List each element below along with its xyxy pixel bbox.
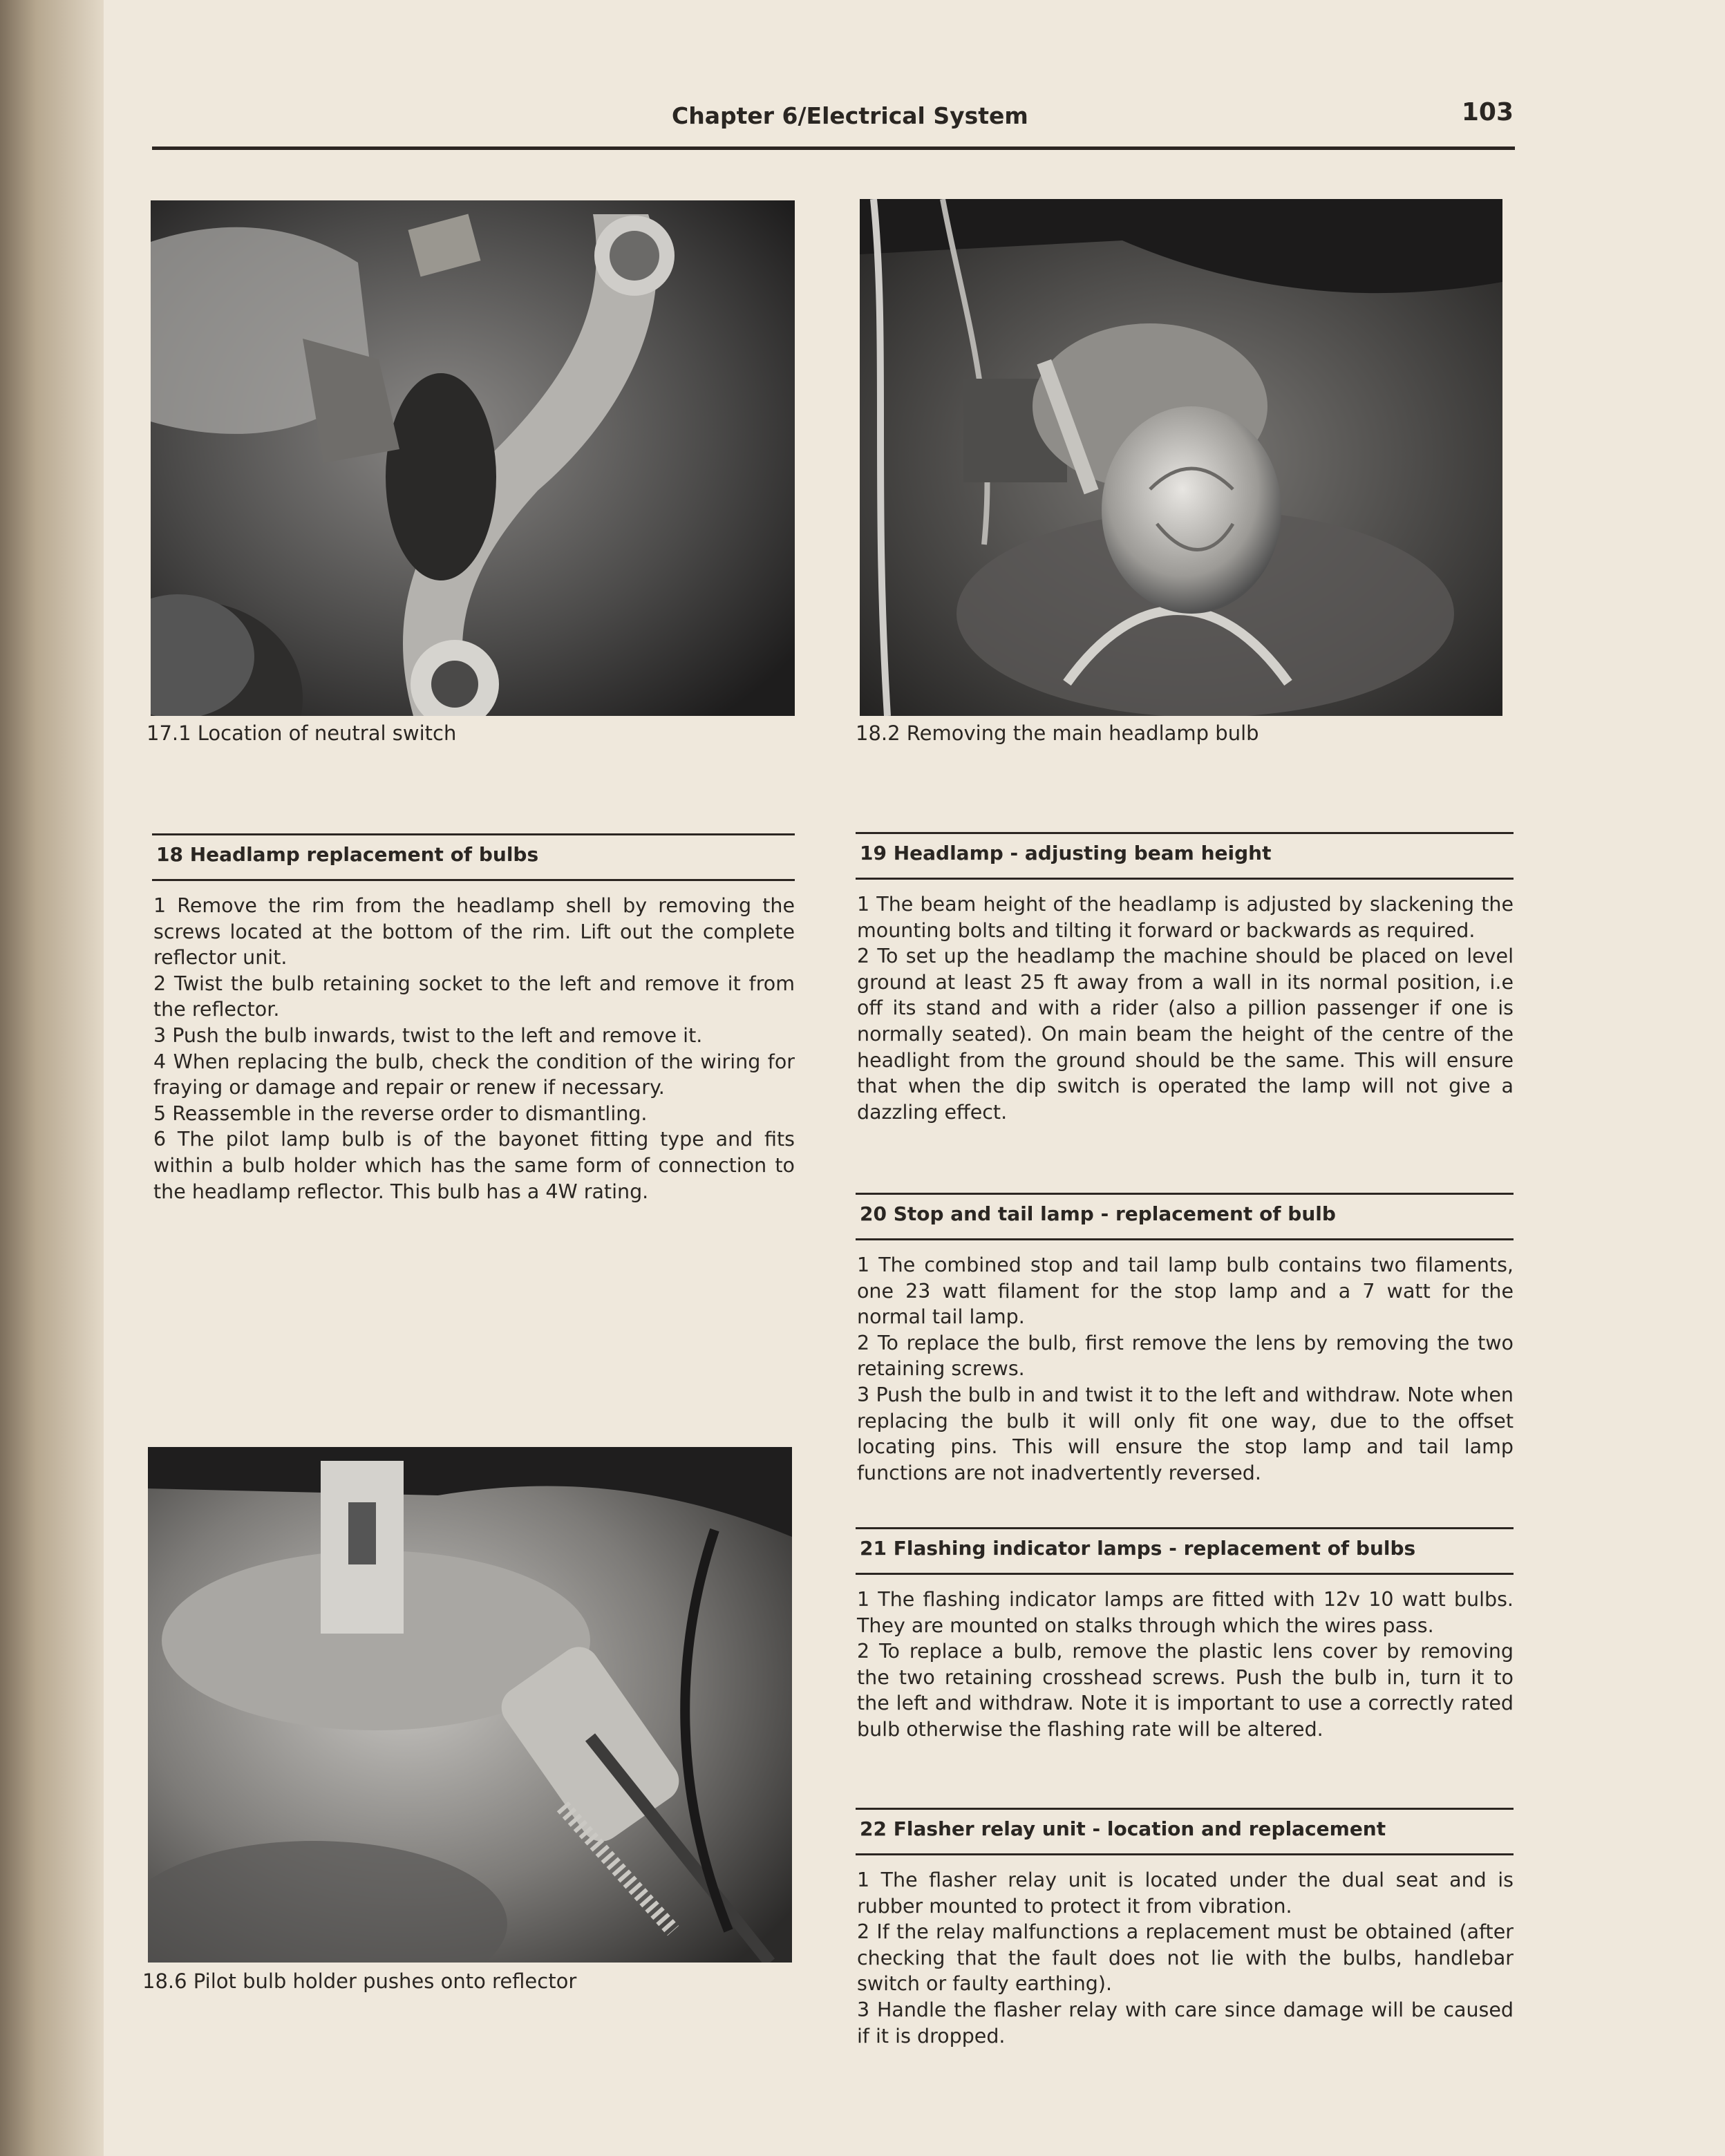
header-rule [152, 146, 1515, 150]
section-title: 21 Flashing indicator lamps - replacement of bulbs [860, 1537, 1416, 1560]
section-body [857, 1252, 1514, 1486]
paragraph: 1 The flasher relay unit is located under the dual seat and is rubber mounted to protect it from vibration. [857, 1869, 1514, 1918]
section-rule [856, 1573, 1514, 1575]
figure-caption: 17.1 Location of neutral switch [147, 721, 457, 745]
section-19-beam-height [856, 832, 1514, 1164]
page-header [152, 95, 1514, 151]
section-rule [856, 1808, 1514, 1810]
paragraph: 1 The combined stop and tail lamp bulb contains two filaments, one 23 watt filament for the stop lamp and a 7 watt for the normal tail lamp. [857, 1254, 1514, 1329]
section-title: 18 Headlamp replacement of bulbs [156, 843, 539, 866]
photo-headlamp-bulb [860, 199, 1502, 716]
paragraph: 3 Push the bulb in and twist it to the left and withdraw. Note when replacing the bulb it will only fit one way, due to the offset locating pins. This will ensure the stop lamp and tail lamp functions are not inadvertently reversed. [857, 1383, 1514, 1484]
figure-caption: 18.2 Removing the main headlamp bulb [856, 721, 1259, 745]
section-18-headlamp-bulbs [152, 833, 795, 1220]
section-rule [856, 832, 1514, 834]
section-rule [856, 1853, 1514, 1855]
paragraph: 1 Remove the rim from the headlamp shell by removing the screws located at the bottom of the rim. Lift out the complete reflector unit. [153, 894, 795, 970]
paragraph: 1 The flashing indicator lamps are fitted with 12v 10 watt bulbs. They are mounted on stalks through which the wires pass. [857, 1588, 1514, 1637]
section-rule [856, 1238, 1514, 1240]
paragraph: 2 Twist the bulb retaining socket to the left and remove it from the reflector. [153, 972, 795, 1021]
section-body [857, 1587, 1514, 1743]
paragraph: 2 To replace the bulb, first remove the lens by removing the two retaining screws. [857, 1331, 1514, 1381]
paragraph: 2 If the relay malfunctions a replacement must be obtained (after checking that the fault does not lie with the bulbs, handlebar switch or faulty earthing). [857, 1920, 1514, 1996]
page-number: 103 [1461, 98, 1514, 126]
section-20-stop-tail-lamp [856, 1193, 1514, 1497]
paragraph: 2 To replace a bulb, remove the plastic lens cover by removing the two retaining crosshead screws. Push the bulb in, turn it to the left and withdraw. Note it is important to use a correctly rated bulb otherwise the flashing rate will be altered. [857, 1640, 1514, 1741]
paragraph: 3 Handle the flasher relay with care since damage will be caused if it is dropped. [857, 1998, 1514, 2048]
section-body [857, 1867, 1514, 2049]
chapter-title: Chapter 6/Electrical System [672, 102, 1028, 129]
book-binding-shadow [0, 0, 104, 2156]
section-rule [856, 878, 1514, 880]
paragraph: 6 The pilot lamp bulb is of the bayonet fitting type and fits within a bulb holder which has the same form of connection to the headlamp reflector. This bulb has a 4W rating. [153, 1128, 795, 1203]
paragraph: 4 When replacing the bulb, check the condition of the wiring for fraying or damage and repair or renew if necessary. [153, 1050, 795, 1099]
section-22-flasher-relay [856, 1808, 1514, 2056]
photo-pilot-bulb-holder [148, 1447, 792, 1963]
section-title: 22 Flasher relay unit - location and replacement [860, 1817, 1386, 1840]
section-rule [152, 879, 795, 881]
paragraph: 5 Reassemble in the reverse order to dismantling. [153, 1101, 648, 1125]
section-21-flashing-indicators [856, 1527, 1514, 1776]
photo-neutral-switch [151, 200, 795, 716]
paragraph: 1 The beam height of the headlamp is adjusted by slackening the mounting bolts and tilting it forward or backwards as required. [857, 893, 1514, 942]
section-body [153, 893, 795, 1204]
figure-caption: 18.6 Pilot bulb holder pushes onto reflector [142, 1969, 577, 1993]
section-rule [152, 833, 795, 835]
paragraph: 2 To set up the headlamp the machine should be placed on level ground at least 25 ft away from a wall in its normal position, i.e off its stand and with a rider (also a pillion passenger if one is normally seated). On main beam the height of the centre of the headlight from the ground should be the same. This will ensure that when the dip switch is operated the lamp will not give a dazzling effect. [857, 945, 1514, 1124]
paragraph: 3 Push the bulb inwards, twist to the left and remove it. [153, 1023, 703, 1047]
section-rule [856, 1193, 1514, 1195]
section-title: 20 Stop and tail lamp - replacement of bulb [860, 1202, 1336, 1225]
section-rule [856, 1527, 1514, 1529]
section-title: 19 Headlamp - adjusting beam height [860, 842, 1272, 864]
section-body [857, 891, 1514, 1125]
